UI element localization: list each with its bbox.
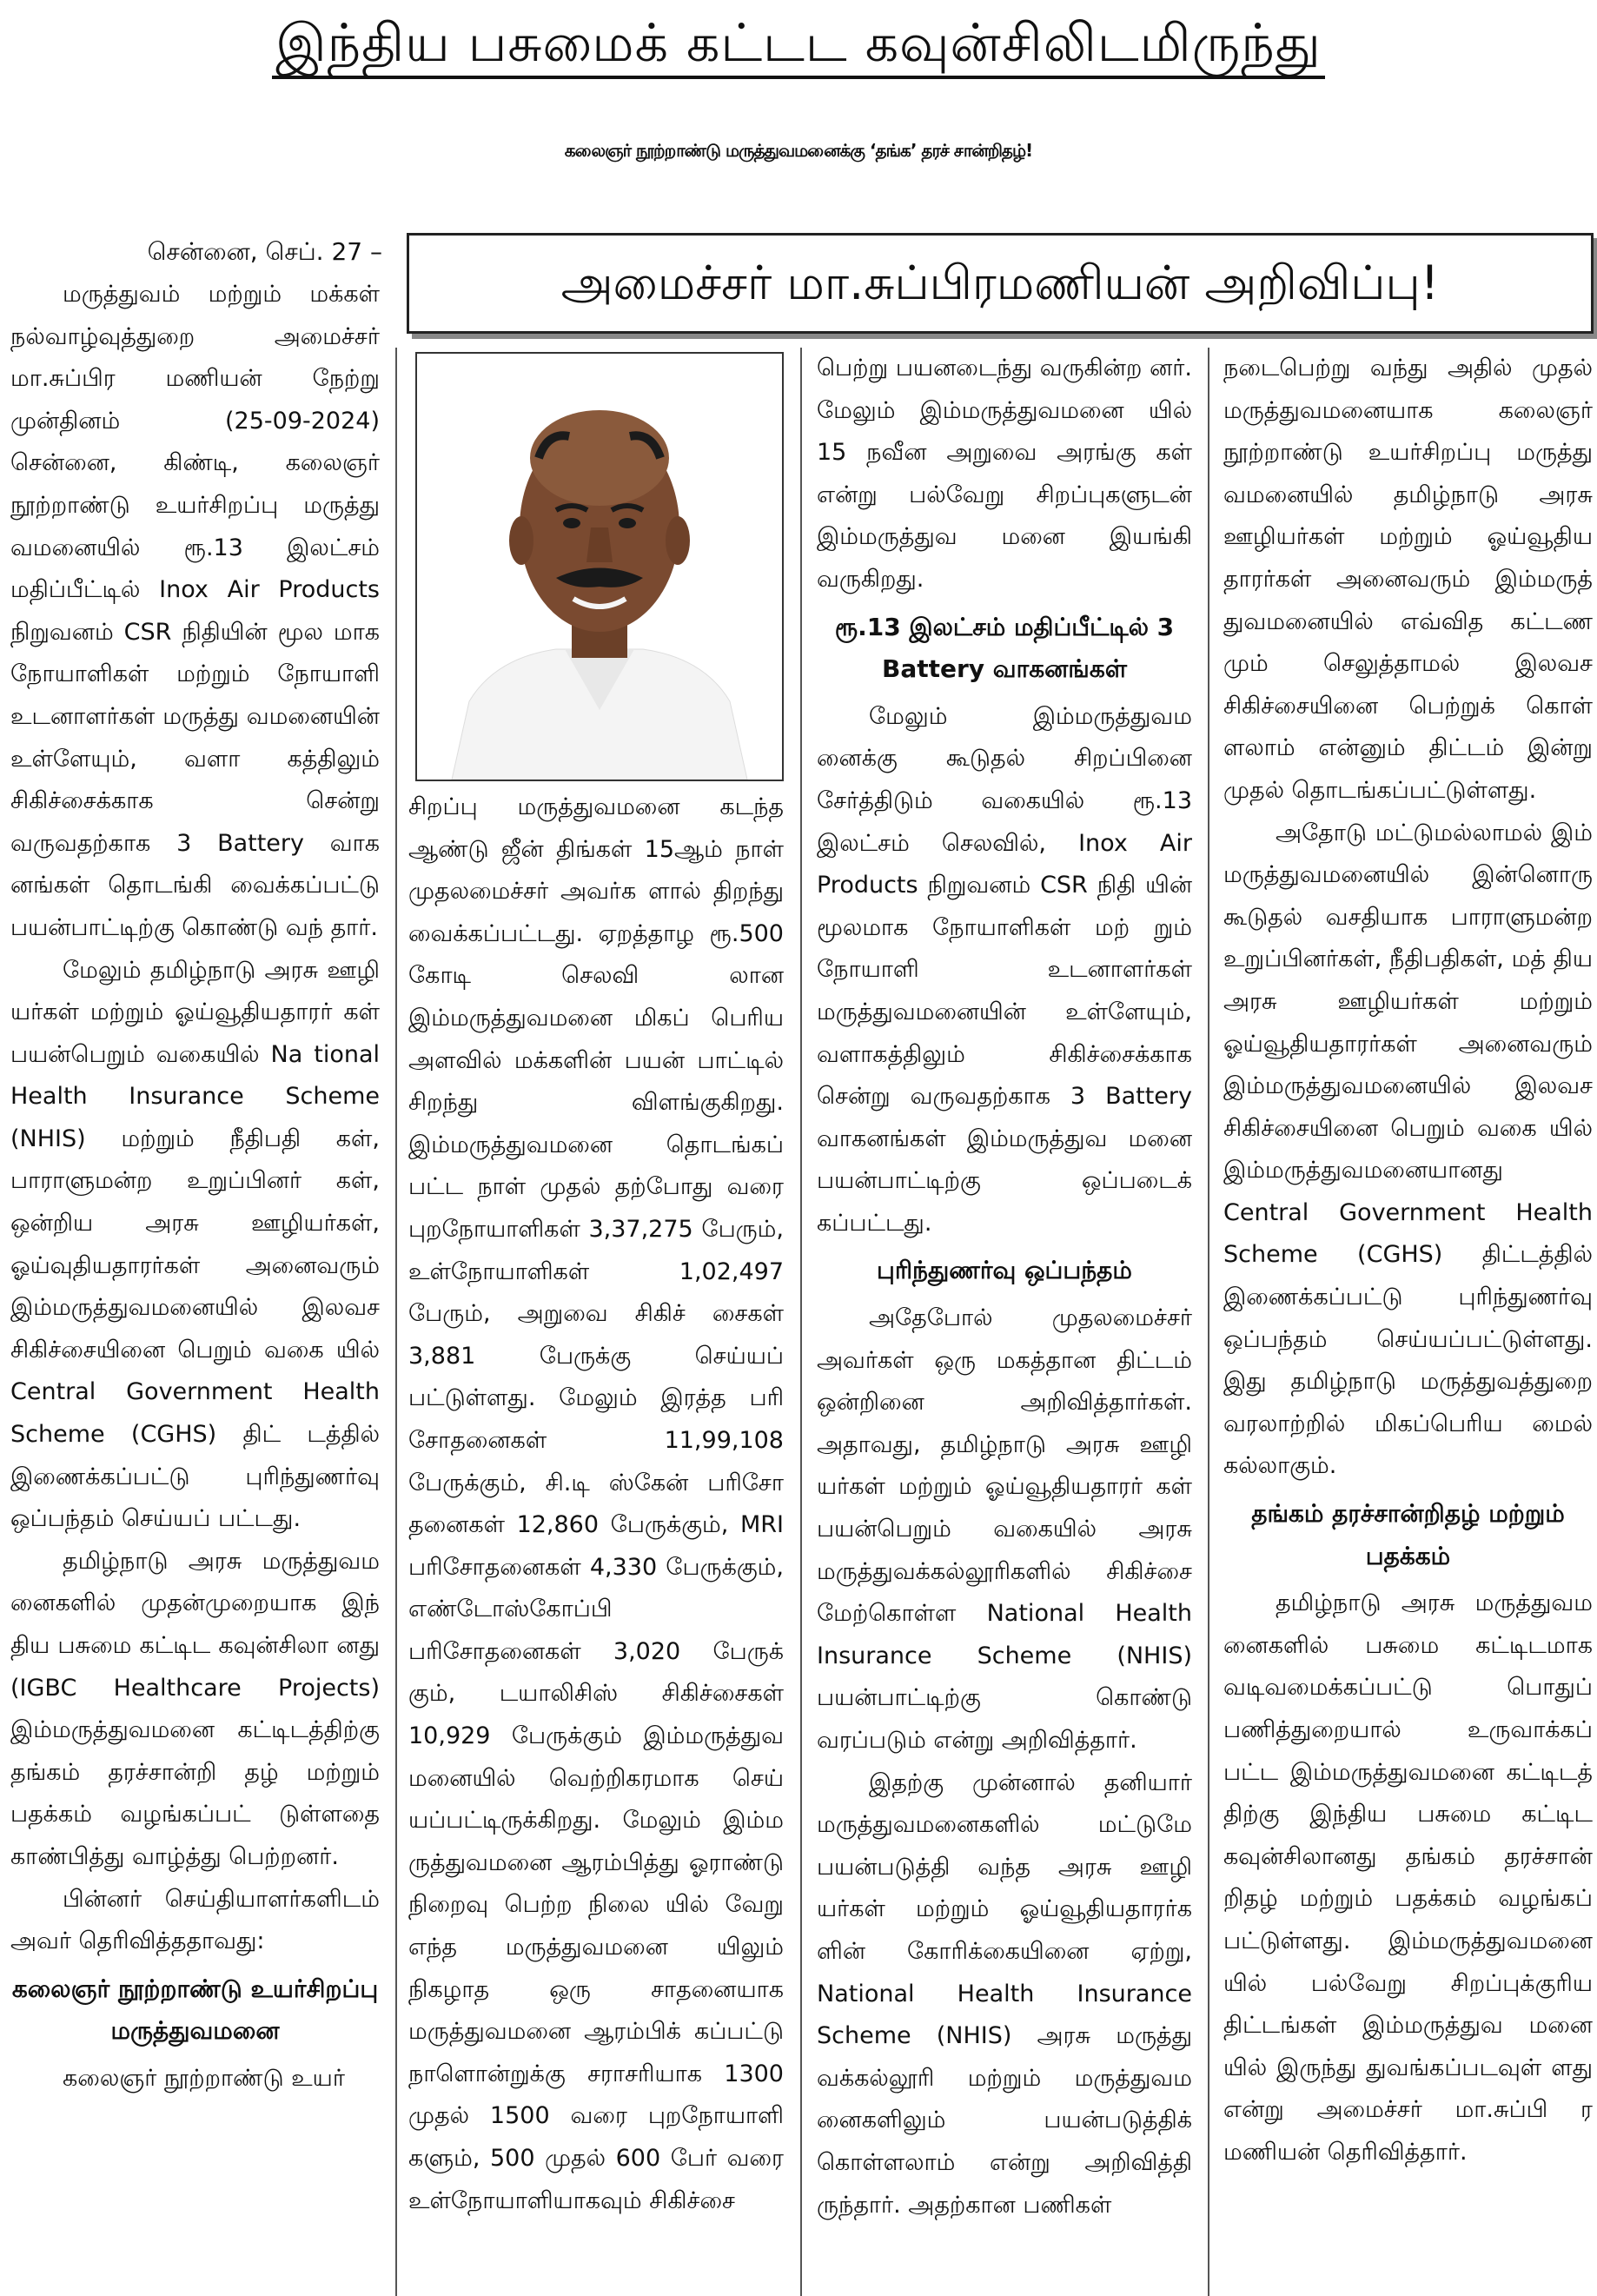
paragraph: தமிழ்நாடு அரசு மருத்துவம னைகளில் பசுமை கட்டிடமாக வடிவமைக்கப்பட்டு பொதுப் பணித்துறையால் உருவாக்கப் பட்ட இம்மருத்துவமனை கட்டிடத் திற்கு இந்திய பசுமை கட்டிட கவுன்சிலானது தங்கம் தரச்சான் றிதழ் மற்றும் பதக்கம் வழங்கப் பட்டுள்ளது. இம்மருத்துவமனை யில் பல்வேறு சிறப்புக்குரிய திட்டங்கள் இம்மருத்துவ மனை யில் இருந்து துவங்கப்படவுள் ளது என்று அமைச்சர் மா.சுப்பி ர மணியன் தெரிவித்தார். [1223, 1589, 1593, 2166]
paragraph: பெற்று பயனடைந்து வருகின்ற னர். மேலும் இம்மருத்துவமனை யில் 15 நவீன அறுவை அரங்கு கள் என்று பல்வேறு சிறப்புகளுடன் இம்மருத்துவ மனை இயங்கி வருகிறது. [817, 355, 1192, 593]
subheading: புரிந்துணர்வு ஒப்பந்தம் [877, 1256, 1132, 1285]
paragraph: மருத்துவம் மற்றும் மக்கள் நல்வாழ்வுத்துறை அமைச்சர் மா.சுப்பிர மணியன் நேற்று முன்தினம் (25-09-2024) சென்னை, கிண்டி, கலைஞர் நூற்றாண்டு உயர்சிறப்பு மருத்து வமனையில் ரூ.13 இலட்சம் மதிப்பீட்டில் Inox Air Products நிறுவனம் CSR நிதியின் மூல மாக நோயாளிகள் மற்றும் நோயாளி உடனாளர்கள் மருத்து வமனையின் உள்ளேயும், வளா கத்திலும் சிகிச்சைக்காக சென்று வருவதற்காக 3 Battery வாக னங்கள் தொடங்கி வைக்கப்பட்டு பயன்பாட்டிற்கு கொண்டு வந் தார். [10, 281, 380, 941]
article-column-4 [1223, 348, 1593, 2296]
article-column-3 [817, 348, 1192, 2296]
paragraph: மேலும் இம்மருத்துவம னைக்கு கூடுதல் சிறப்பினை சேர்த்திடும் வகையில் ரூ.13 இலட்சம் செலவில், Inox Air Products நிறுவனம் CSR நிதி யின் மூலமாக நோயாளிகள் மற் றும் நோயாளி உடனாளர்கள் மருத்துவமனையின் உள்ளேயும், வளாகத்திலும் சிகிச்சைக்காக சென்று வருவதற்காக 3 Battery வாகனங்கள் இம்மருத்துவ மனை பயன்பாட்டிற்கு ஒப்படைக் கப்பட்டது. [817, 702, 1192, 1237]
paragraph: சிறப்பு மருத்துவமனை கடந்த ஆண்டு ஜீன் திங்கள் 15ஆம் நாள் முதலமைச்சர் அவர்க ளால் திறந்து வைக்கப்பட்டது. ஏறத்தாழ ரூ.500 கோடி செலவி லான இம்மருத்துவமனை மிகப் பெரிய அளவில் மக்களின் பயன் பாட்டில் சிறந்து விளங்குகிறது. இம்மருத்துவமனை தொடங்கப் பட்ட நாள் முதல் தற்போது வரை புறநோயாளிகள் 3,37,275 பேரும், உள்நோயாளிகள் 1,02,497 பேரும், அறுவை சிகிச் சைகள் 3,881 பேருக்கு செய்யப் பட்டுள்ளது. மேலும் இரத்த பரி சோதனைகள் 11,99,108 பேருக்கும், சி.டி ஸ்கேன் பரிசோ தனைகள் 12,860 பேருக்கும், MRI பரிசோதனைகள் 4,330 பேருக்கும், எண்டோஸ்கோப்பி பரிசோதனைகள் 3,020 பேருக் கும், டயாலிசிஸ் சிகிச்சைகள் 10,929 பேருக்கும் இம்மருத்துவ மனையில் வெற்றிகரமாக செய் யப்பட்டிருக்கிறது. மேலும் இம்ம ருத்துவமனை ஆரம்பித்து ஓராண்டு நிறைவு பெற்ற நிலை யில் வேறு எந்த மருத்துவமனை யிலும் நிகழாத ஒரு சாதனையாக மருத்துவமனை ஆரம்பிக் கப்பட்டு நாளொன்றுக்கு சராசரியாக 1300 முதல் 1500 வரை புறநோயாளி களும், 500 முதல் 600 பேர் வரை உள்நோயாளியாகவும் சிகிச்சை [408, 793, 784, 2214]
headline: கலைஞர் நூற்றாண்டு மருத்துவமனைக்கு ‘தங்க’ தரச் சான்றிதழ்! [564, 140, 1033, 161]
dateline: சென்னை, செப். 27 – [147, 237, 382, 266]
subheadline: அமைச்சர் மா.சுப்பிரமணியன் அறிவிப்பு! [560, 255, 1440, 310]
portrait-image [417, 354, 782, 780]
column-rule [800, 348, 802, 2296]
paragraph: பின்னர் செய்தியாளர்களிடம் அவர் தெரிவித்ததாவது: [10, 1885, 380, 1955]
subheading: தங்கம் தரச்சான்றிதழ் மற்றும் பதக்கம் [1251, 1499, 1565, 1570]
kicker [0, 0, 1597, 87]
article-column-2 [408, 786, 784, 2296]
minister-photo [415, 352, 784, 781]
kicker-text: இந்திய பசுமைக் கட்டட கவுன்சிலிடமிருந்து [272, 13, 1325, 79]
paragraph: தமிழ்நாடு அரசு மருத்துவம னைகளில் முதன்முறையாக இந் திய பசுமை கட்டிட கவுன்சிலா னது (IGBC Healthcare Projects) இம்மருத்துவமனை கட்டிடத்திற்கு தங்கம் தரச்சான்றி தழ் மற்றும் பதக்கம் வழங்கப்பட் டுள்ளதை காண்பித்து வாழ்த்து பெற்றனர். [10, 1547, 380, 1870]
paragraph: நடைபெற்று வந்து அதில் முதல் மருத்துவமனையாக கலைஞர் நூற்றாண்டு உயர்சிறப்பு மருத்து வமனையில் தமிழ்நாடு அரசு ஊழியர்கள் மற்றும் ஓய்வூதிய தாரர்கள் அனைவரும் இம்மருத் துவமனையில் எவ்வித கட்டண மும் செலுத்தாமல் இலவச சிகிச்சையினை பெற்றுக் கொள் ளலாம் என்னும் திட்டம் இன்று முதல் தொடங்கப்பட்டுள்ளது. [1223, 355, 1593, 804]
paragraph: கலைஞர் நூற்றாண்டு உயர் [63, 2064, 345, 2092]
subheading: ரூ.13 இலட்சம் மதிப்பீட்டில் 3 Battery வாகனங்கள் [834, 612, 1175, 684]
paragraph: இதற்கு முன்னால் தனியார் மருத்துவமனைகளில் மட்டுமே பயன்படுத்தி வந்த அரசு ஊழி யர்கள் மற்றும் ஓய்வூதியதாரர்க ளின் கோரிக்கையினை ஏற்று, National Health Insurance Scheme (NHIS) அரசு மருத்து வக்கல்லூரி மற்றும் மருத்துவம னைகளிலும் பயன்படுத்திக் கொள்ளலாம் என்று அறிவித்தி ருந்தார். அதற்கான பணிகள் [817, 1768, 1192, 2219]
column-rule [1208, 348, 1209, 2296]
article-column-1 [10, 274, 380, 2296]
subheadline-box [407, 233, 1594, 334]
column-rule [395, 348, 397, 2296]
paragraph: அதேபோல் முதலமைச்சர் அவர்கள் ஒரு மகத்தான திட்டம் ஒன்றினை அறிவித்தார்கள். அதாவது, தமிழ்நாடு அரசு ஊழி யர்கள் மற்றும் ஓய்வூதியதாரர் கள் பயன்பெறும் வகையில் அரசு மருத்துவக்கல்லூரிகளில் சிகிச்சை மேற்கொள்ள National Health Insurance Scheme (NHIS) பயன்பாட்டிற்கு கொண்டு வரப்படும் என்று அறிவித்தார். [817, 1304, 1192, 1754]
subheading: கலைஞர் நூற்றாண்டு உயர்சிறப்பு மருத்துவமனை [11, 1974, 379, 2046]
paragraph: அதோடு மட்டுமல்லாமல் இம் மருத்துவமனையில் இன்னொரு கூடுதல் வசதியாக பாராளுமன்ற உறுப்பினர்கள், நீதிபதிகள், மத் திய அரசு ஊழியர்கள் மற்றும் ஓய்வூதியதாரர்கள் அனைவரும் இம்மருத்துவமனையில் இலவச சிகிச்சையினை பெறும் வகை யில் இம்மருத்துவமனையானது Central Government Health Scheme (CGHS) திட்டத்தில் இணைக்கப்பட்டு புரிந்துணர்வு ஒப்பந்தம் செய்யப்பட்டுள்ளது. இது தமிழ்நாடு மருத்துவத்துறை வரலாற்றில் மிகப்பெரிய மைல் கல்லாகும். [1223, 819, 1593, 1480]
paragraph: மேலும் தமிழ்நாடு அரசு ஊழி யர்கள் மற்றும் ஓய்வூதியதாரர் கள் பயன்பெறும் வகையில் Na tional Health Insurance Scheme (NHIS) மற்றும் நீதிபதி கள், பாராளுமன்ற உறுப்பினர் கள், ஒன்றிய அரசு ஊழியர்கள், ஓய்வுதியதாரர்கள் அனைவரும் இம்மருத்துவமனையில் இலவச சிகிச்சையினை பெறும் வகை யில் Central Government Health Scheme (CGHS) திட் டத்தில் இணைக்கப்பட்டு புரிந்துணர்வு ஒப்பந்தம் செய்யப் பட்டது. [10, 956, 380, 1533]
